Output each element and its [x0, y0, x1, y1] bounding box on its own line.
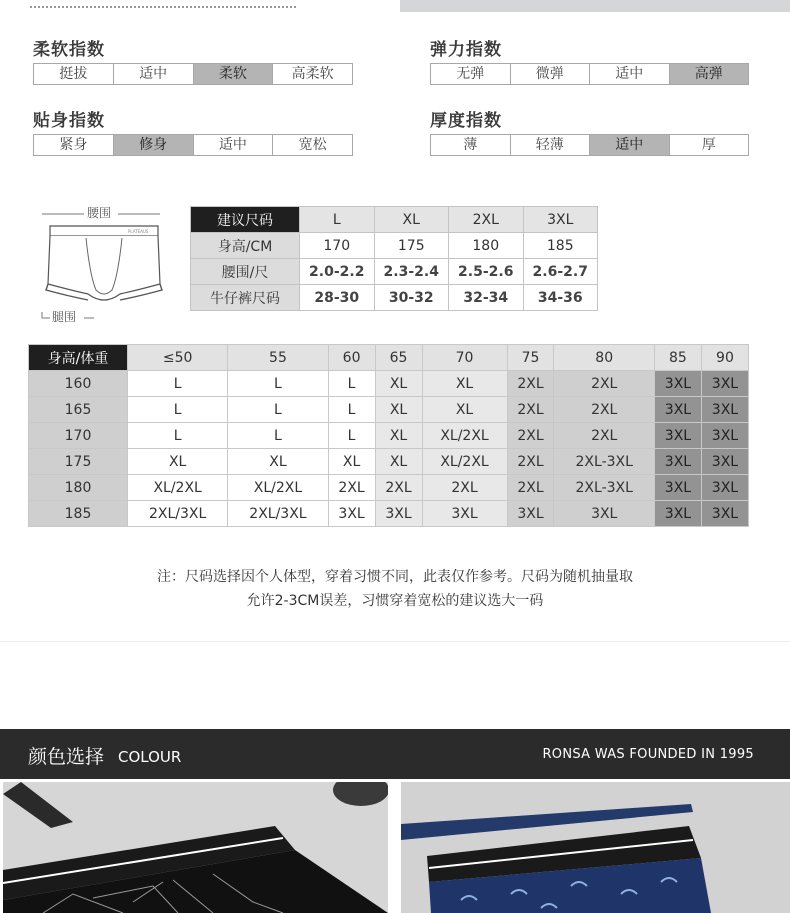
thigh-label: 腿围: [52, 310, 77, 324]
size-cell: 2XL: [375, 475, 422, 501]
size-cell: 2XL: [328, 475, 375, 501]
row-label: 腰围/尺: [191, 259, 300, 285]
waist-label: 腰围: [87, 206, 112, 220]
size-header-cell: XL: [374, 207, 449, 233]
brand-mark: PLATEAUS: [128, 229, 149, 234]
size-table-header: [191, 207, 598, 233]
size-cell: 2XL: [507, 397, 554, 423]
soft-index-selector: [33, 63, 353, 85]
table-row: [29, 423, 749, 449]
table-cell: 2.0-2.2: [300, 259, 375, 285]
size-cell: XL: [375, 371, 422, 397]
size-cell: XL/2XL: [422, 449, 507, 475]
soft-option: 挺拔: [34, 64, 114, 84]
hw-header-cell: 75: [507, 345, 554, 371]
size-cell: XL: [375, 397, 422, 423]
size-cell: 3XL: [701, 449, 748, 475]
size-cell: XL/2XL: [128, 475, 228, 501]
table-cell: 28-30: [300, 285, 375, 311]
fit-option: 适中: [194, 135, 274, 155]
size-note-line-2: 允许2-3CM误差，习惯穿着宽松的建议选大一码: [246, 593, 544, 609]
table-row: [191, 285, 598, 311]
height-weight-table: [28, 344, 749, 527]
colour-title-en: COLOUR: [118, 748, 182, 766]
size-header-cell: 建议尺码: [191, 207, 300, 233]
size-header-cell: 3XL: [523, 207, 598, 233]
size-cell: 3XL: [654, 371, 701, 397]
height-cell: 170: [29, 423, 128, 449]
table-cell: 175: [374, 233, 449, 259]
size-cell: 2XL: [554, 423, 654, 449]
size-cell: 3XL: [701, 501, 748, 527]
table-cell: 34-36: [523, 285, 598, 311]
row-label: 牛仔裤尺码: [191, 285, 300, 311]
hw-header-cell: 85: [654, 345, 701, 371]
elastic-option: 适中: [590, 64, 670, 84]
thickness-index-selector: [430, 134, 749, 156]
table-cell: 2.5-2.6: [449, 259, 524, 285]
fit-option: 紧身: [34, 135, 114, 155]
colour-title-zh: 颜色选择: [28, 746, 105, 768]
elastic-index-selector: [430, 63, 749, 85]
size-cell: 3XL: [654, 449, 701, 475]
height-cell: 185: [29, 501, 128, 527]
size-cell: 2XL-3XL: [554, 475, 654, 501]
height-cell: 165: [29, 397, 128, 423]
size-cell: 3XL: [554, 501, 654, 527]
table-cell: 2.3-2.4: [374, 259, 449, 285]
top-image-strip: [400, 0, 790, 12]
size-cell: 2XL: [507, 423, 554, 449]
hw-header-cell: 80: [554, 345, 654, 371]
size-cell: L: [228, 371, 328, 397]
elastic-index-title: 弹力指数: [430, 40, 502, 60]
hw-header-cell: 90: [701, 345, 748, 371]
size-cell: XL: [375, 423, 422, 449]
brand-founded-text: RONSA WAS FOUNDED IN 1995: [542, 747, 754, 762]
size-cell: XL/2XL: [422, 423, 507, 449]
size-cell: 3XL: [654, 423, 701, 449]
size-header-cell: 2XL: [449, 207, 524, 233]
black-geometric-underwear-image: [3, 782, 388, 913]
fit-index-selector: [33, 134, 353, 156]
table-cell: 180: [449, 233, 524, 259]
fit-option: 宽松: [298, 137, 327, 153]
size-cell: L: [328, 423, 375, 449]
table-cell: 170: [300, 233, 375, 259]
size-cell: 3XL: [507, 501, 554, 527]
size-cell: 3XL: [654, 475, 701, 501]
elastic-option: 无弹: [431, 64, 511, 84]
size-cell: XL: [422, 371, 507, 397]
soft-option: 高柔软: [291, 66, 334, 82]
dotted-divider: [30, 6, 296, 8]
size-cell: 2XL: [507, 371, 554, 397]
size-cell: 2XL-3XL: [554, 449, 654, 475]
table-cell: 32-34: [449, 285, 524, 311]
hw-header-cell: 身高/体重: [29, 345, 128, 371]
size-cell: 3XL: [654, 397, 701, 423]
soft-option-active: 柔软: [194, 64, 274, 84]
soft-index-title: 柔软指数: [33, 40, 105, 60]
size-cell: L: [328, 371, 375, 397]
size-cell: 2XL: [507, 449, 554, 475]
size-cell: 3XL: [375, 501, 422, 527]
table-cell: 2.6-2.7: [523, 259, 598, 285]
table-row: [29, 501, 749, 527]
hw-header-cell: ≤50: [128, 345, 228, 371]
hw-table-header: [29, 345, 749, 371]
size-cell: XL: [128, 449, 228, 475]
height-cell: 175: [29, 449, 128, 475]
size-cell: 3XL: [422, 501, 507, 527]
table-row: [29, 371, 749, 397]
product-photo-black: [3, 782, 388, 913]
table-row: [29, 397, 749, 423]
size-header-cell: L: [300, 207, 375, 233]
navy-leaf-underwear-image: [401, 782, 790, 913]
size-cell: XL/2XL: [228, 475, 328, 501]
size-note-line-1: 注：尺码选择因个人体型，穿着习惯不同，此表仅作参考。尺码为随机抽量取: [157, 569, 633, 585]
size-cell: L: [228, 423, 328, 449]
size-cell: XL: [328, 449, 375, 475]
size-cell: L: [128, 423, 228, 449]
thickness-index-title: 厚度指数: [430, 111, 502, 131]
fit-index-title: 贴身指数: [33, 111, 105, 131]
thickness-option-active: 适中: [590, 135, 670, 155]
elastic-option-active: 高弹: [670, 64, 749, 84]
height-cell: 180: [29, 475, 128, 501]
hw-header-cell: 60: [328, 345, 375, 371]
fit-option-active: 修身: [114, 135, 194, 155]
section-divider: [0, 641, 790, 642]
size-cell: L: [128, 371, 228, 397]
row-label: 身高/CM: [191, 233, 300, 259]
size-cell: 2XL: [554, 397, 654, 423]
hw-header-cell: 65: [375, 345, 422, 371]
size-cell: 3XL: [328, 501, 375, 527]
size-cell: 2XL: [554, 371, 654, 397]
table-row: [191, 233, 598, 259]
size-cell: 3XL: [701, 423, 748, 449]
size-cell: XL: [422, 397, 507, 423]
height-cell: 160: [29, 371, 128, 397]
soft-option: 适中: [114, 64, 194, 84]
table-cell: 30-32: [374, 285, 449, 311]
table-cell: 185: [523, 233, 598, 259]
hw-header-cell: 70: [422, 345, 507, 371]
size-cell: 3XL: [701, 397, 748, 423]
size-cell: 2XL: [422, 475, 507, 501]
underwear-size-diagram: [30, 192, 180, 330]
size-cell: 2XL/3XL: [128, 501, 228, 527]
size-table: [190, 206, 598, 311]
product-photo-navy: [401, 782, 790, 913]
size-cell: 2XL: [507, 475, 554, 501]
elastic-option: 微弹: [511, 64, 591, 84]
size-cell: 3XL: [701, 371, 748, 397]
thickness-option: 厚: [701, 137, 716, 153]
size-cell: XL: [228, 449, 328, 475]
size-cell: L: [328, 397, 375, 423]
size-cell: 2XL/3XL: [228, 501, 328, 527]
size-cell: XL: [375, 449, 422, 475]
size-cell: L: [228, 397, 328, 423]
table-row: [191, 259, 598, 285]
hw-header-cell: 55: [228, 345, 328, 371]
size-cell: 3XL: [701, 475, 748, 501]
thickness-option: 薄: [431, 135, 511, 155]
thickness-option: 轻薄: [511, 135, 591, 155]
size-cell: L: [128, 397, 228, 423]
table-row: [29, 475, 749, 501]
table-row: [29, 449, 749, 475]
size-cell: 3XL: [654, 501, 701, 527]
